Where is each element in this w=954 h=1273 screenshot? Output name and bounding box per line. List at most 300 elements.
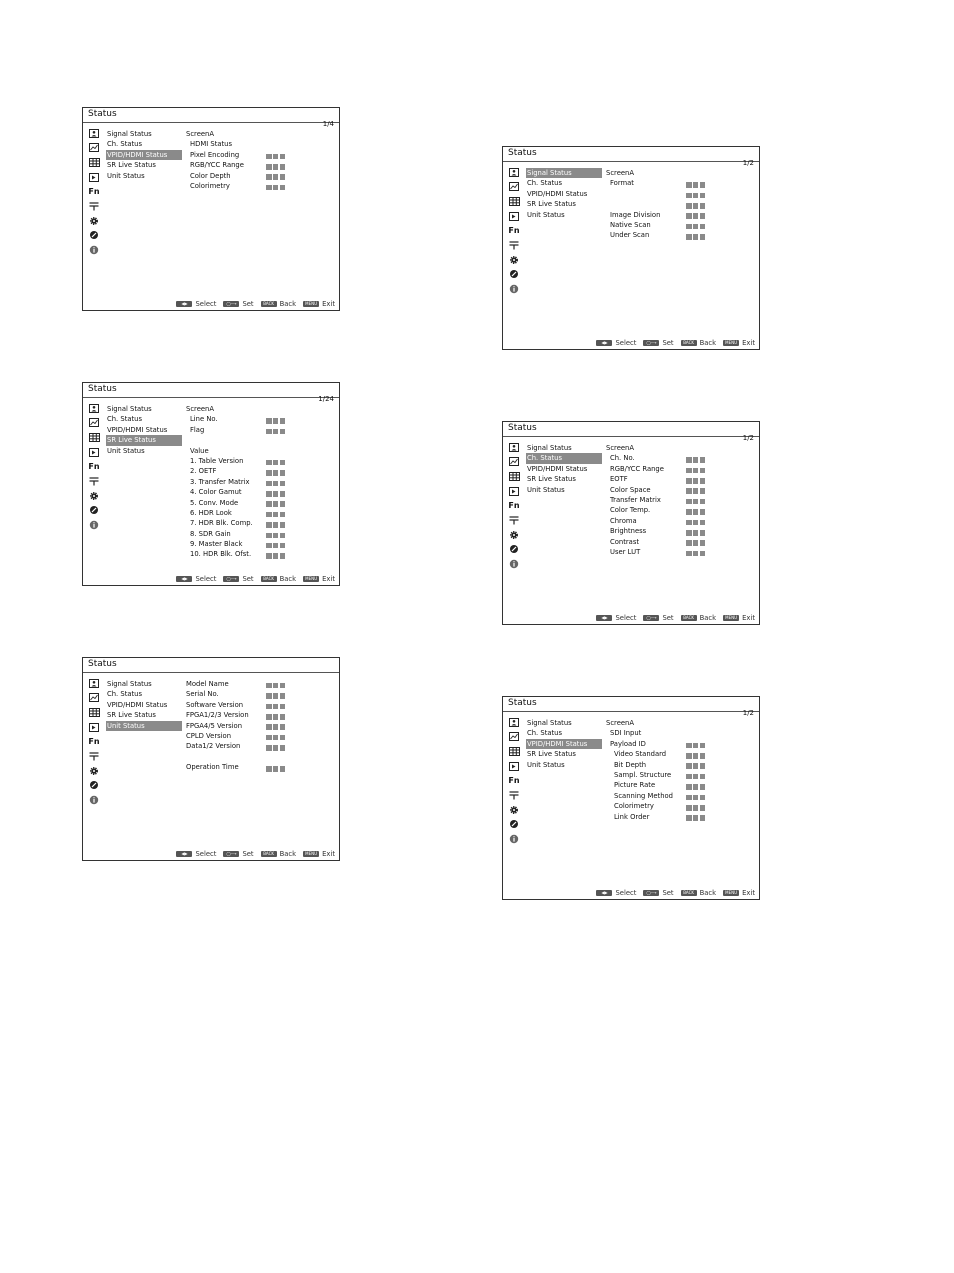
value-block (686, 457, 692, 463)
value-block (273, 522, 279, 528)
fn-icon[interactable] (507, 498, 521, 513)
status-menu (526, 718, 602, 770)
exit-key-icon: MENU (303, 851, 319, 857)
page-indicator: 1/4 (322, 120, 334, 128)
picture-icon[interactable] (507, 440, 521, 455)
marker-icon[interactable] (507, 788, 521, 803)
status-label: Serial No. (186, 690, 219, 699)
info-icon[interactable] (87, 243, 101, 258)
status-label: CPLD Version (186, 731, 232, 740)
exit-hint: Exit (742, 889, 755, 897)
back-hint: Back (699, 614, 717, 622)
value-block (686, 540, 692, 546)
picture-icon[interactable] (507, 165, 521, 180)
status-label: Value (190, 446, 209, 455)
fn-icon[interactable] (507, 773, 521, 788)
status-row (186, 477, 336, 487)
picture-icon[interactable] (87, 401, 101, 416)
status-label: 9. Master Black (190, 540, 243, 549)
status-content (186, 129, 336, 191)
status-label: Colorimetry (614, 802, 654, 811)
status-row (606, 516, 756, 526)
gear-icon[interactable] (87, 764, 101, 779)
status-label: Flag (190, 425, 205, 434)
page-indicator: 1/24 (318, 395, 334, 403)
status-row (606, 505, 756, 515)
input-icon[interactable] (87, 170, 101, 185)
value-block (700, 520, 706, 526)
value-block (686, 795, 692, 801)
value-block (273, 714, 279, 720)
status-label: SDI Input (610, 729, 642, 738)
waveform-icon[interactable] (507, 730, 521, 745)
back-hint: Back (699, 889, 717, 897)
value-block (280, 704, 286, 710)
value-block (273, 429, 279, 435)
status-label: Image Division (610, 210, 661, 219)
value-block (280, 174, 286, 180)
value-block (280, 164, 286, 170)
fn-label: Fn (88, 461, 100, 471)
category-icon-bar (87, 676, 101, 807)
status-label: ScreenA (606, 444, 635, 452)
status-label: Line No. (190, 415, 218, 424)
value-block (280, 460, 286, 466)
grid-icon[interactable] (87, 155, 101, 170)
category-icon-bar (507, 165, 521, 296)
fn-icon[interactable] (87, 459, 101, 474)
select-key-icon: ◀▶ (596, 890, 612, 896)
info-icon[interactable] (507, 557, 521, 572)
value-block (273, 185, 279, 191)
status-row (186, 181, 336, 191)
gear-icon[interactable] (507, 253, 521, 268)
status-label: RGB/YCC Range (610, 464, 664, 473)
back-key-icon: BACK (261, 851, 277, 857)
status-menu (526, 443, 602, 495)
wrench-icon[interactable] (507, 267, 521, 282)
back-key-icon: BACK (681, 615, 697, 621)
fn-label: Fn (508, 775, 520, 785)
value-placeholder (266, 183, 286, 193)
page-indicator: 1/2 (742, 434, 754, 442)
set-hint: Set (242, 300, 254, 308)
info-icon[interactable] (507, 832, 521, 847)
menu-item[interactable]: Unit Status (107, 171, 145, 180)
value-block (700, 234, 706, 240)
title-divider (503, 436, 759, 437)
value-block (266, 174, 272, 180)
status-label: Bit Depth (614, 760, 647, 769)
value-block (273, 174, 279, 180)
value-block (686, 182, 692, 188)
value-block (700, 499, 706, 505)
value-block (280, 522, 286, 528)
value-block (700, 530, 706, 536)
fn-icon[interactable] (87, 734, 101, 749)
set-hint: Set (242, 850, 254, 858)
value-block (266, 683, 272, 689)
value-block (700, 805, 706, 811)
value-placeholder (686, 814, 706, 824)
value-block (266, 745, 272, 751)
category-icon-bar (507, 715, 521, 846)
value-block (693, 457, 699, 463)
select-key-icon: ◀▶ (176, 301, 192, 307)
menu-item[interactable]: Unit Status (527, 210, 565, 219)
info-icon[interactable] (87, 518, 101, 533)
title-divider (83, 397, 339, 398)
menu-item[interactable]: SR Live Status (527, 475, 576, 484)
panel-title: Status (508, 698, 537, 708)
value-block (693, 193, 699, 199)
grid-icon[interactable] (507, 744, 521, 759)
value-block (700, 743, 706, 749)
status-row (606, 547, 756, 557)
gear-icon[interactable] (507, 528, 521, 543)
picture-icon[interactable] (507, 715, 521, 730)
value-block (700, 457, 706, 463)
status-label: Contrast (610, 537, 640, 546)
status-label: EOTF (610, 475, 628, 484)
value-block (693, 551, 699, 557)
menu-item[interactable]: SR Live Status (527, 750, 576, 759)
footer-hints (176, 300, 335, 308)
status-row (606, 189, 756, 199)
select-hint: Select (615, 614, 637, 622)
status-content (186, 679, 336, 773)
value-block (266, 501, 272, 507)
status-row (186, 762, 336, 772)
title-divider (503, 161, 759, 162)
value-block (280, 714, 286, 720)
status-label: 4. Color Gamut (190, 488, 242, 497)
grid-icon[interactable] (87, 705, 101, 720)
footer-hints (596, 339, 755, 347)
set-key-icon: ◯⟶ (223, 301, 239, 307)
value-block (700, 551, 706, 557)
value-block (280, 470, 286, 476)
exit-key-icon: MENU (723, 340, 739, 346)
value-block (693, 224, 699, 230)
input-icon[interactable] (87, 445, 101, 460)
value-block (686, 499, 692, 505)
menu-item[interactable]: VPID/HDMI Status (107, 425, 168, 434)
status-row (606, 443, 756, 453)
marker-icon[interactable] (507, 238, 521, 253)
value-block (686, 478, 692, 484)
marker-icon[interactable] (87, 474, 101, 489)
value-block (700, 478, 706, 484)
status-row (606, 464, 756, 474)
value-block (273, 704, 279, 710)
status-label: 2. OETF (190, 467, 217, 476)
value-block (266, 154, 272, 160)
value-block (280, 501, 286, 507)
set-key-icon: ◯⟶ (643, 340, 659, 346)
value-block (280, 724, 286, 730)
marker-icon[interactable] (507, 513, 521, 528)
wrench-icon[interactable] (87, 228, 101, 243)
waveform-icon[interactable] (87, 416, 101, 431)
status-label: Color Space (610, 485, 651, 494)
status-label: Software Version (186, 700, 244, 709)
set-key-icon: ◯⟶ (643, 615, 659, 621)
status-row (186, 435, 336, 445)
menu-item[interactable]: Signal Status (107, 405, 152, 413)
menu-item[interactable]: Unit Status (527, 485, 565, 494)
gear-icon[interactable] (507, 803, 521, 818)
menu-item[interactable]: Signal Status (107, 130, 152, 138)
menu-item[interactable]: Ch. Status (107, 690, 143, 699)
select-key-icon: ◀▶ (596, 615, 612, 621)
value-block (700, 213, 706, 219)
status-row (186, 508, 336, 518)
fn-icon[interactable] (87, 184, 101, 199)
set-key-icon: ◯⟶ (223, 851, 239, 857)
status-menu (106, 679, 182, 731)
status-row (186, 171, 336, 181)
value-block (280, 512, 286, 518)
status-label: Model Name (186, 680, 229, 688)
value-block (273, 724, 279, 730)
exit-key-icon: MENU (303, 301, 319, 307)
menu-item[interactable]: VPID/HDMI Status (106, 150, 182, 160)
exit-key-icon: MENU (723, 615, 739, 621)
menu-item[interactable]: VPID/HDMI Status (527, 189, 588, 198)
panel-title: Status (88, 384, 117, 394)
value-block (693, 815, 699, 821)
wrench-icon[interactable] (507, 542, 521, 557)
status-screen-3 (82, 382, 340, 586)
status-label: 7. HDR Blk. Comp. (190, 519, 253, 528)
marker-icon[interactable] (87, 199, 101, 214)
info-icon[interactable] (507, 282, 521, 297)
value-block (280, 735, 286, 741)
fn-icon[interactable] (507, 223, 521, 238)
value-placeholder (686, 233, 706, 243)
value-block (693, 530, 699, 536)
value-block (280, 553, 286, 559)
status-label: ScreenA (186, 130, 215, 138)
value-block (686, 784, 692, 790)
input-icon[interactable] (507, 484, 521, 499)
value-block (686, 509, 692, 515)
input-icon[interactable] (507, 759, 521, 774)
menu-item[interactable]: Signal Status (107, 680, 152, 688)
status-row (186, 721, 336, 731)
value-block (686, 805, 692, 811)
menu-item[interactable]: SR Live Status (107, 711, 156, 720)
value-block (693, 234, 699, 240)
footer-hints (596, 889, 755, 897)
value-block (686, 468, 692, 474)
menu-item[interactable]: Unit Status (106, 721, 182, 731)
status-row (186, 679, 336, 689)
input-icon[interactable] (87, 720, 101, 735)
value-block (686, 224, 692, 230)
value-block (686, 774, 692, 780)
waveform-icon[interactable] (87, 691, 101, 706)
page-indicator: 1/2 (742, 159, 754, 167)
status-row (186, 160, 336, 170)
status-row (606, 495, 756, 505)
status-menu (526, 168, 602, 220)
value-block (273, 470, 279, 476)
value-block (686, 530, 692, 536)
marker-icon[interactable] (87, 749, 101, 764)
status-label: Format (610, 179, 634, 188)
menu-item[interactable]: Ch. Status (526, 453, 602, 463)
status-label: HDMI Status (190, 140, 233, 149)
status-row (186, 518, 336, 528)
value-block (700, 468, 706, 474)
status-row (186, 529, 336, 539)
gear-icon[interactable] (87, 214, 101, 229)
wrench-icon[interactable] (87, 778, 101, 793)
fn-label: Fn (88, 186, 100, 196)
menu-item[interactable]: Ch. Status (107, 415, 143, 424)
value-block (266, 481, 272, 487)
status-row (606, 199, 756, 209)
input-icon[interactable] (507, 209, 521, 224)
picture-icon[interactable] (87, 676, 101, 691)
status-label: Brightness (610, 527, 647, 536)
value-block (273, 460, 279, 466)
status-label: Color Depth (190, 171, 231, 180)
value-block (693, 468, 699, 474)
status-row (606, 812, 756, 822)
menu-item[interactable]: Signal Status (527, 444, 572, 452)
menu-item[interactable]: VPID/HDMI Status (107, 700, 168, 709)
menu-item[interactable]: Unit Status (527, 760, 565, 769)
status-content (186, 404, 336, 560)
menu-item[interactable]: Ch. Status (527, 179, 563, 188)
menu-item[interactable]: SR Live Status (107, 161, 156, 170)
menu-item[interactable]: SR Live Status (527, 200, 576, 209)
category-icon-bar (507, 440, 521, 571)
value-block (273, 693, 279, 699)
grid-icon[interactable] (87, 430, 101, 445)
status-row (606, 718, 756, 728)
status-label: 6. HDR Look (190, 508, 232, 517)
value-block (686, 815, 692, 821)
menu-item[interactable]: VPID/HDMI Status (526, 739, 602, 749)
status-row (606, 739, 756, 749)
back-key-icon: BACK (261, 576, 277, 582)
value-block (700, 182, 706, 188)
status-row (606, 780, 756, 790)
back-hint: Back (279, 300, 297, 308)
footer-hints (176, 575, 335, 583)
value-block (273, 735, 279, 741)
value-block (266, 429, 272, 435)
status-label: RGB/YCC Range (190, 161, 244, 170)
status-label: 1. Table Version (190, 456, 244, 465)
value-block (273, 683, 279, 689)
select-hint: Select (195, 850, 217, 858)
value-block (686, 193, 692, 199)
panel-title: Status (508, 148, 537, 158)
status-row (606, 526, 756, 536)
set-hint: Set (662, 614, 674, 622)
waveform-icon[interactable] (507, 455, 521, 470)
status-row (606, 453, 756, 463)
set-hint: Set (242, 575, 254, 583)
value-block (273, 418, 279, 424)
value-block (700, 193, 706, 199)
panel-title: Status (88, 109, 117, 119)
status-label: Data1/2 Version (186, 742, 241, 751)
status-label: Pixel Encoding (190, 150, 240, 159)
back-hint: Back (699, 339, 717, 347)
value-block (280, 185, 286, 191)
menu-item[interactable]: VPID/HDMI Status (527, 464, 588, 473)
set-hint: Set (662, 339, 674, 347)
value-block (273, 481, 279, 487)
fn-label: Fn (88, 736, 100, 746)
value-block (693, 182, 699, 188)
waveform-icon[interactable] (507, 180, 521, 195)
value-block (693, 805, 699, 811)
value-block (280, 154, 286, 160)
menu-item[interactable]: Ch. Status (107, 140, 143, 149)
value-block (693, 753, 699, 759)
value-block (686, 753, 692, 759)
value-block (280, 491, 286, 497)
waveform-icon[interactable] (87, 141, 101, 156)
select-key-icon: ◀▶ (176, 851, 192, 857)
status-row (186, 466, 336, 476)
wrench-icon[interactable] (87, 503, 101, 518)
grid-icon[interactable] (507, 469, 521, 484)
menu-item[interactable]: Ch. Status (527, 729, 563, 738)
menu-item[interactable]: SR Live Status (106, 435, 182, 445)
info-icon[interactable] (87, 793, 101, 808)
status-row (606, 770, 756, 780)
picture-icon[interactable] (87, 126, 101, 141)
grid-icon[interactable] (507, 194, 521, 209)
value-block (266, 766, 272, 772)
fn-label: Fn (508, 500, 520, 510)
value-placeholder (266, 765, 286, 775)
value-block (266, 704, 272, 710)
menu-item[interactable]: Unit Status (107, 446, 145, 455)
wrench-icon[interactable] (507, 817, 521, 832)
gear-icon[interactable] (87, 489, 101, 504)
status-label: Operation Time (186, 763, 239, 772)
value-block (273, 154, 279, 160)
status-label: Transfer Matrix (610, 495, 661, 504)
status-row (186, 498, 336, 508)
value-block (273, 164, 279, 170)
select-key-icon: ◀▶ (596, 340, 612, 346)
status-row (186, 446, 336, 456)
value-block (280, 418, 286, 424)
value-block (280, 481, 286, 487)
panel-title: Status (508, 423, 537, 433)
value-block (693, 774, 699, 780)
status-label: Scanning Method (614, 791, 673, 800)
status-row (606, 168, 756, 178)
panel-title: Status (88, 659, 117, 669)
value-block (700, 224, 706, 230)
menu-item[interactable]: Signal Status (527, 719, 572, 727)
status-row (186, 549, 336, 559)
value-placeholder (686, 549, 706, 559)
status-screen-1 (82, 107, 340, 311)
menu-item[interactable]: Signal Status (526, 168, 602, 178)
